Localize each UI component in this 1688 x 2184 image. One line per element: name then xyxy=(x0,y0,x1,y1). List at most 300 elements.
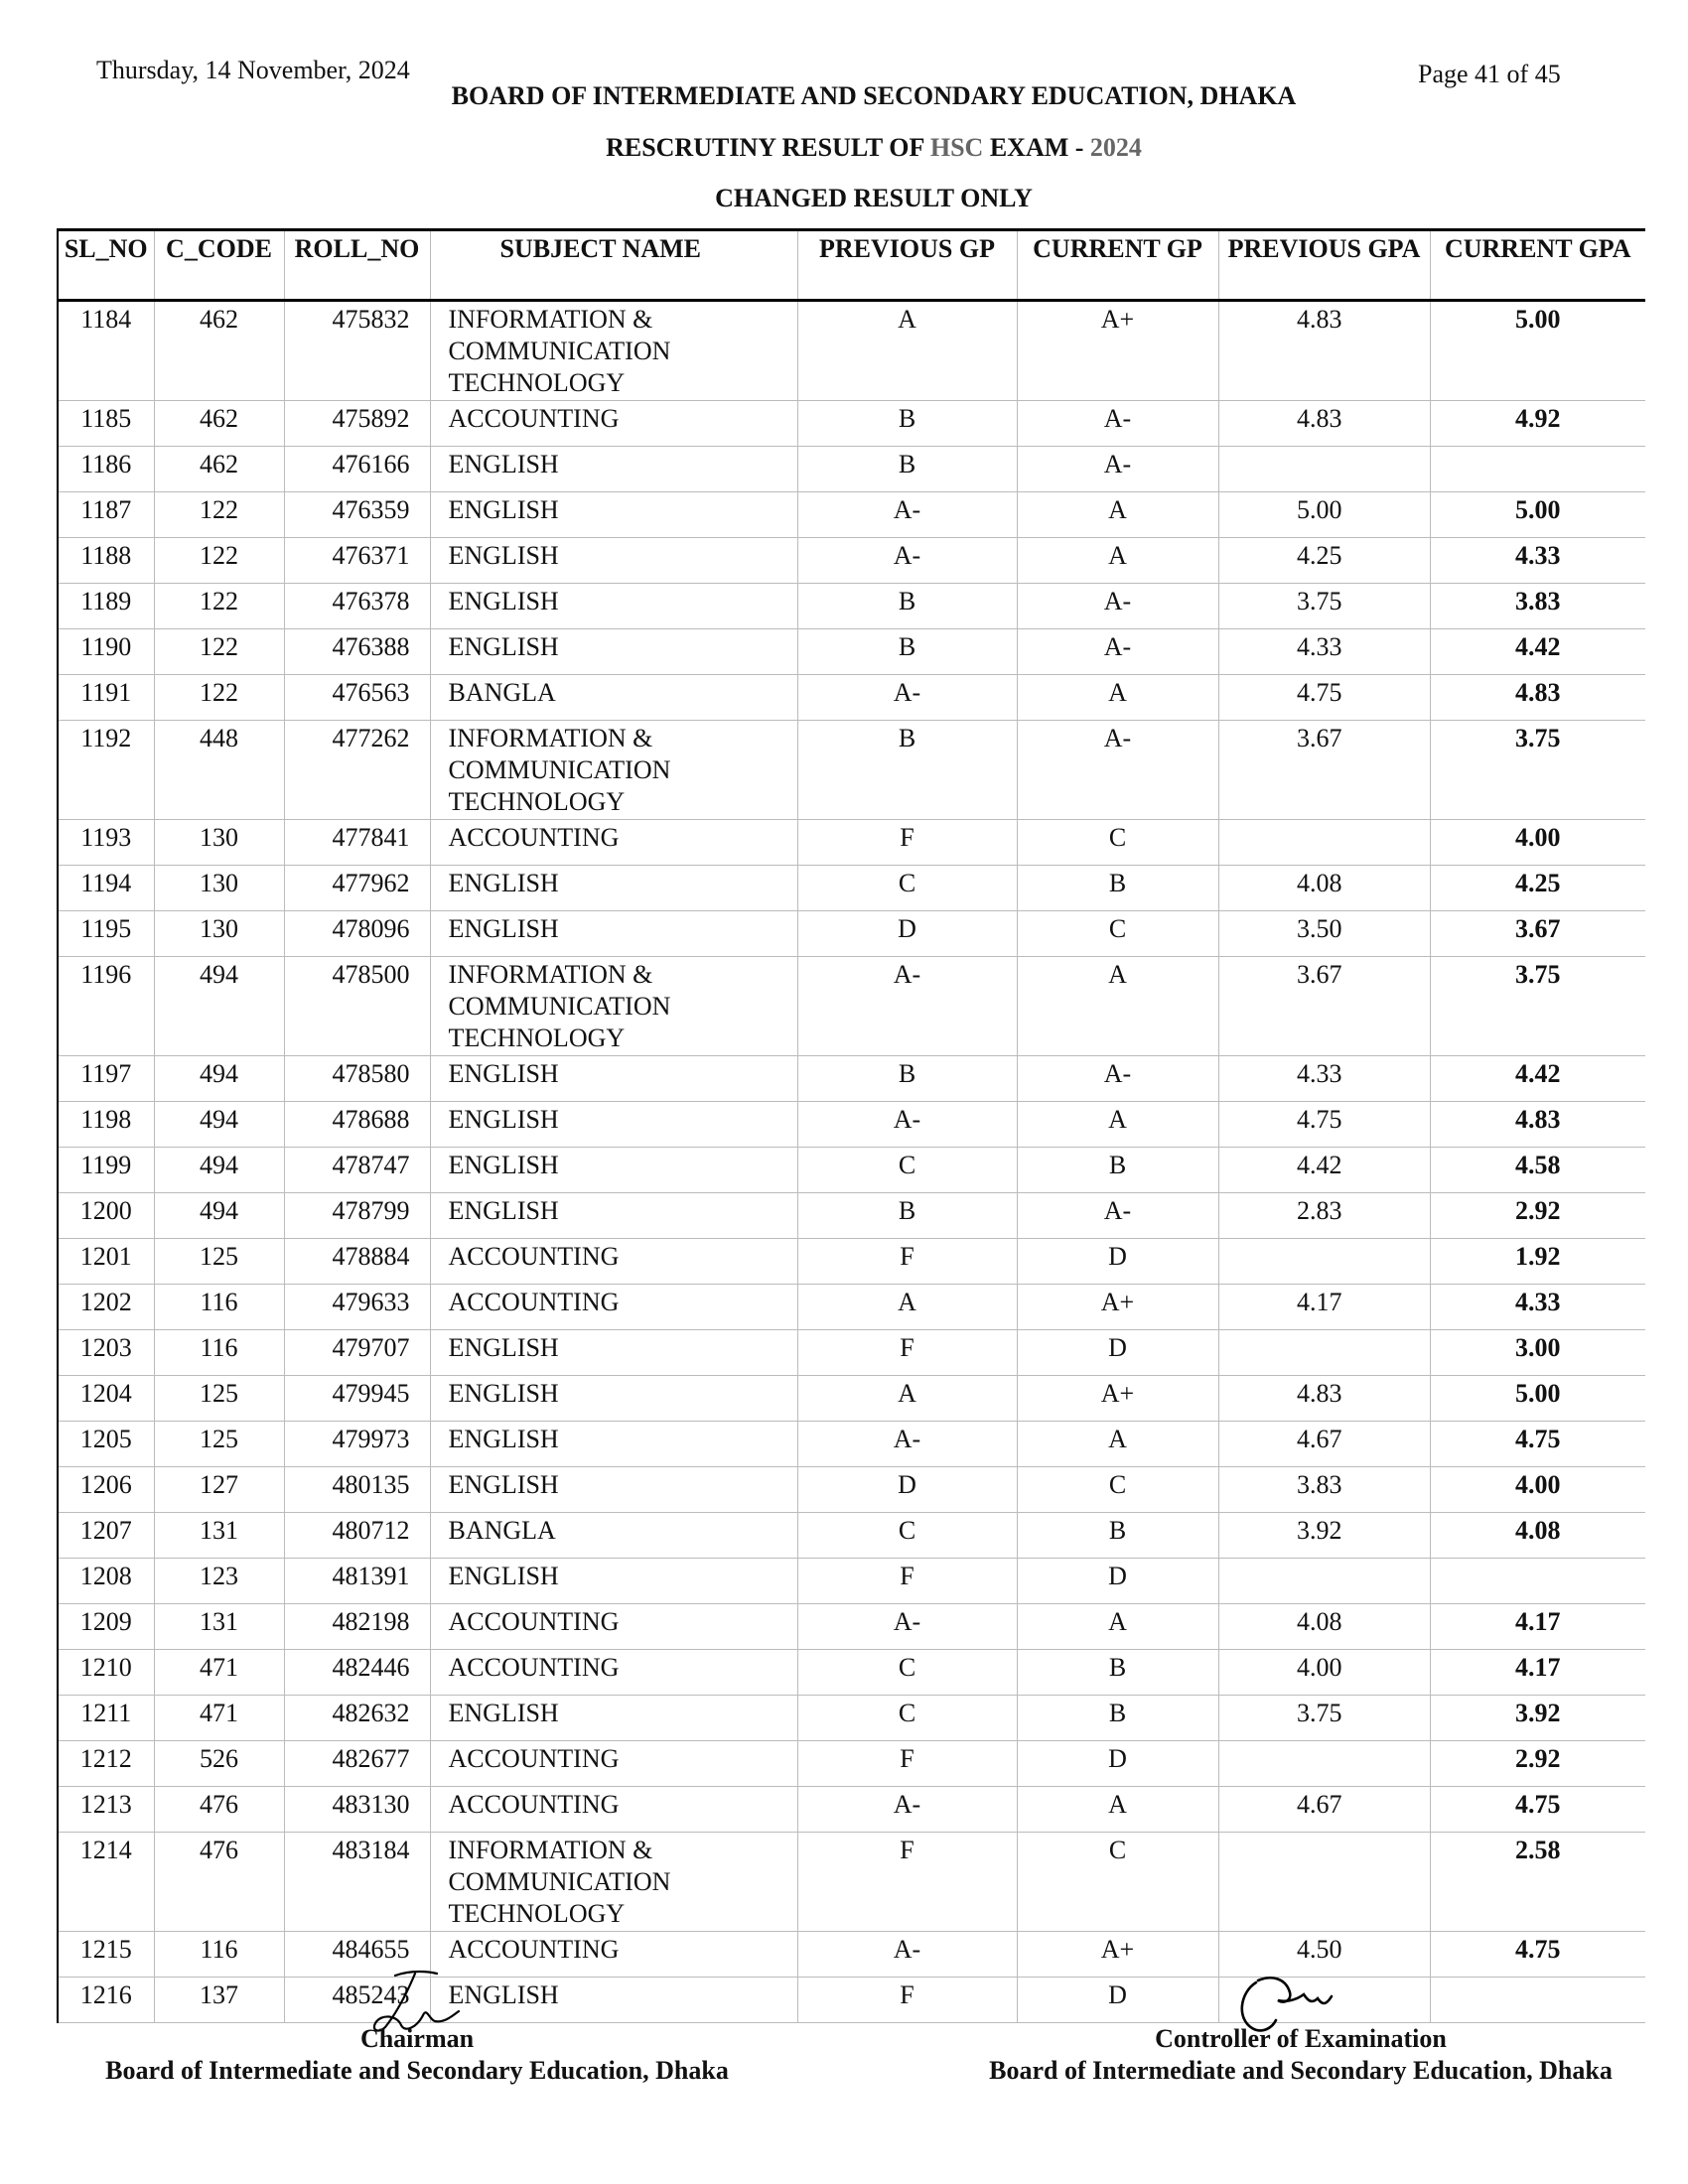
sl-no-cell: 1203 xyxy=(58,1330,154,1376)
subject-cell: INFORMATION & COMMUNICATION TECHNOLOGY xyxy=(430,301,797,401)
roll-no-cell: 478799 xyxy=(284,1193,430,1239)
previous-gp-cell: F xyxy=(797,1239,1017,1285)
subject-cell: ENGLISH xyxy=(430,1696,797,1741)
c-code-cell: 123 xyxy=(154,1559,284,1604)
current-gpa-cell xyxy=(1430,1559,1645,1604)
c-code-cell: 122 xyxy=(154,629,284,675)
roll-no-cell: 475892 xyxy=(284,401,430,447)
c-code-cell: 116 xyxy=(154,1330,284,1376)
subject-cell: ENGLISH xyxy=(430,492,797,538)
previous-gpa-cell: 4.33 xyxy=(1218,1056,1430,1102)
current-gp-cell: A xyxy=(1017,1604,1218,1650)
previous-gpa-cell: 3.92 xyxy=(1218,1513,1430,1559)
table-row xyxy=(58,1376,1645,1422)
roll-no-cell: 478884 xyxy=(284,1239,430,1285)
previous-gpa-cell: 3.75 xyxy=(1218,1696,1430,1741)
current-gp-cell: A xyxy=(1017,1422,1218,1467)
previous-gp-cell: A- xyxy=(797,1604,1017,1650)
page-number: Page 41 of 45 xyxy=(1418,60,1561,88)
sl-no-cell: 1192 xyxy=(58,721,154,820)
previous-gpa-cell xyxy=(1218,447,1430,492)
subject-cell: ENGLISH xyxy=(430,911,797,957)
roll-no-cell: 485243 xyxy=(284,1978,430,2023)
sl-no-cell: 1206 xyxy=(58,1467,154,1513)
roll-no-cell: 478747 xyxy=(284,1148,430,1193)
roll-no-cell: 480135 xyxy=(284,1467,430,1513)
table-row xyxy=(58,675,1645,721)
current-gpa-cell: 3.67 xyxy=(1430,911,1645,957)
table-row xyxy=(58,1193,1645,1239)
print-date: Thursday, 14 November, 2024 xyxy=(96,56,410,84)
previous-gp-cell: B xyxy=(797,447,1017,492)
previous-gpa-cell: 3.75 xyxy=(1218,584,1430,629)
current-gpa-cell: 1.92 xyxy=(1430,1239,1645,1285)
previous-gpa-cell: 4.83 xyxy=(1218,1376,1430,1422)
current-gpa-cell: 3.00 xyxy=(1430,1330,1645,1376)
table-row xyxy=(58,1513,1645,1559)
current-gp-cell: B xyxy=(1017,1148,1218,1193)
previous-gp-cell: A- xyxy=(797,538,1017,584)
previous-gpa-cell xyxy=(1218,1330,1430,1376)
current-gp-cell: A+ xyxy=(1017,1932,1218,1978)
sl-no-cell: 1185 xyxy=(58,401,154,447)
previous-gpa-cell xyxy=(1218,1239,1430,1285)
table-row xyxy=(58,1932,1645,1978)
current-gpa-cell: 4.75 xyxy=(1430,1787,1645,1833)
roll-no-cell: 476166 xyxy=(284,447,430,492)
current-gpa-cell: 3.75 xyxy=(1430,957,1645,1056)
previous-gpa-cell: 4.25 xyxy=(1218,538,1430,584)
previous-gp-cell: B xyxy=(797,584,1017,629)
roll-no-cell: 482198 xyxy=(284,1604,430,1650)
c-code-cell: 476 xyxy=(154,1833,284,1932)
table-row xyxy=(58,1102,1645,1148)
previous-gp-cell: B xyxy=(797,1056,1017,1102)
table-row xyxy=(58,1696,1645,1741)
col-header-current-gpa: CURRENT GPA xyxy=(1430,230,1645,301)
previous-gpa-cell: 4.17 xyxy=(1218,1285,1430,1330)
subject-cell: ENGLISH xyxy=(430,1559,797,1604)
sl-no-cell: 1189 xyxy=(58,584,154,629)
c-code-cell: 494 xyxy=(154,957,284,1056)
table-row xyxy=(58,1741,1645,1787)
current-gpa-cell: 4.00 xyxy=(1430,820,1645,866)
previous-gpa-cell: 3.83 xyxy=(1218,1467,1430,1513)
previous-gp-cell: A xyxy=(797,301,1017,401)
table-row xyxy=(58,447,1645,492)
controller-signature-block xyxy=(943,2023,1658,2087)
sl-no-cell: 1216 xyxy=(58,1978,154,2023)
table-row xyxy=(58,1239,1645,1285)
previous-gpa-cell: 3.50 xyxy=(1218,911,1430,957)
roll-no-cell: 479973 xyxy=(284,1422,430,1467)
subject-cell: INFORMATION & COMMUNICATION TECHNOLOGY xyxy=(430,1833,797,1932)
previous-gp-cell: A- xyxy=(797,957,1017,1056)
c-code-cell: 131 xyxy=(154,1513,284,1559)
table-row xyxy=(58,401,1645,447)
subject-cell: ACCOUNTING xyxy=(430,1787,797,1833)
previous-gp-cell: A- xyxy=(797,1932,1017,1978)
current-gp-cell: B xyxy=(1017,1696,1218,1741)
current-gpa-cell: 4.42 xyxy=(1430,629,1645,675)
current-gp-cell: A- xyxy=(1017,401,1218,447)
sl-no-cell: 1204 xyxy=(58,1376,154,1422)
roll-no-cell: 484655 xyxy=(284,1932,430,1978)
previous-gp-cell: B xyxy=(797,401,1017,447)
table-row xyxy=(58,301,1645,401)
previous-gp-cell: A- xyxy=(797,1422,1017,1467)
document-title xyxy=(0,133,1688,163)
controller-role: Controller of Examination xyxy=(1155,2024,1447,2053)
current-gp-cell: D xyxy=(1017,1330,1218,1376)
table-row xyxy=(58,584,1645,629)
c-code-cell: 462 xyxy=(154,401,284,447)
subject-cell: ENGLISH xyxy=(430,1330,797,1376)
current-gp-cell: C xyxy=(1017,1467,1218,1513)
current-gp-cell: A xyxy=(1017,492,1218,538)
c-code-cell: 137 xyxy=(154,1978,284,2023)
subject-cell: ENGLISH xyxy=(430,1193,797,1239)
current-gp-cell: A xyxy=(1017,538,1218,584)
previous-gpa-cell: 4.75 xyxy=(1218,675,1430,721)
table-row xyxy=(58,1604,1645,1650)
roll-no-cell: 479707 xyxy=(284,1330,430,1376)
subject-cell: ACCOUNTING xyxy=(430,1239,797,1285)
roll-no-cell: 476388 xyxy=(284,629,430,675)
previous-gpa-cell: 4.42 xyxy=(1218,1148,1430,1193)
sl-no-cell: 1200 xyxy=(58,1193,154,1239)
roll-no-cell: 479633 xyxy=(284,1285,430,1330)
previous-gp-cell: F xyxy=(797,1559,1017,1604)
c-code-cell: 116 xyxy=(154,1932,284,1978)
roll-no-cell: 478688 xyxy=(284,1102,430,1148)
current-gpa-cell: 4.58 xyxy=(1430,1148,1645,1193)
sl-no-cell: 1209 xyxy=(58,1604,154,1650)
c-code-cell: 471 xyxy=(154,1696,284,1741)
sl-no-cell: 1208 xyxy=(58,1559,154,1604)
table-row xyxy=(58,820,1645,866)
c-code-cell: 462 xyxy=(154,447,284,492)
current-gp-cell: A xyxy=(1017,1102,1218,1148)
roll-no-cell: 476359 xyxy=(284,492,430,538)
previous-gp-cell: A- xyxy=(797,492,1017,538)
subject-cell: ENGLISH xyxy=(430,1148,797,1193)
results-table xyxy=(57,228,1645,2023)
previous-gpa-cell: 4.33 xyxy=(1218,629,1430,675)
subject-cell: ENGLISH xyxy=(430,1102,797,1148)
current-gp-cell: A- xyxy=(1017,447,1218,492)
current-gpa-cell xyxy=(1430,447,1645,492)
previous-gp-cell: B xyxy=(797,721,1017,820)
sl-no-cell: 1186 xyxy=(58,447,154,492)
sl-no-cell: 1194 xyxy=(58,866,154,911)
current-gp-cell: C xyxy=(1017,911,1218,957)
current-gp-cell: D xyxy=(1017,1978,1218,2023)
roll-no-cell: 477262 xyxy=(284,721,430,820)
subject-cell: ENGLISH xyxy=(430,538,797,584)
title-year: 2024 xyxy=(1089,133,1142,162)
previous-gp-cell: C xyxy=(797,1696,1017,1741)
previous-gpa-cell: 5.00 xyxy=(1218,492,1430,538)
subject-cell: ACCOUNTING xyxy=(430,1932,797,1978)
current-gpa-cell: 4.42 xyxy=(1430,1056,1645,1102)
roll-no-cell: 477841 xyxy=(284,820,430,866)
previous-gp-cell: F xyxy=(797,1741,1017,1787)
previous-gp-cell: C xyxy=(797,1148,1017,1193)
table-row xyxy=(58,1559,1645,1604)
current-gpa-cell: 4.00 xyxy=(1430,1467,1645,1513)
roll-no-cell: 483130 xyxy=(284,1787,430,1833)
roll-no-cell: 481391 xyxy=(284,1559,430,1604)
table-row xyxy=(58,1978,1645,2023)
previous-gp-cell: B xyxy=(797,629,1017,675)
current-gpa-cell: 3.92 xyxy=(1430,1696,1645,1741)
current-gpa-cell: 3.83 xyxy=(1430,584,1645,629)
subject-cell: ACCOUNTING xyxy=(430,1285,797,1330)
current-gp-cell: A xyxy=(1017,1787,1218,1833)
current-gpa-cell: 4.75 xyxy=(1430,1932,1645,1978)
sl-no-cell: 1214 xyxy=(58,1833,154,1932)
col-header-roll-no: ROLL_NO xyxy=(284,230,430,301)
c-code-cell: 125 xyxy=(154,1376,284,1422)
table-row xyxy=(58,1650,1645,1696)
roll-no-cell: 475832 xyxy=(284,301,430,401)
previous-gpa-cell: 4.08 xyxy=(1218,866,1430,911)
current-gpa-cell: 2.92 xyxy=(1430,1741,1645,1787)
previous-gp-cell: D xyxy=(797,1467,1017,1513)
previous-gp-cell: C xyxy=(797,1513,1017,1559)
previous-gp-cell: B xyxy=(797,1193,1017,1239)
sl-no-cell: 1210 xyxy=(58,1650,154,1696)
chairman-org: Board of Intermediate and Secondary Education, Dhaka xyxy=(105,2056,729,2085)
previous-gpa-cell: 4.50 xyxy=(1218,1932,1430,1978)
c-code-cell: 448 xyxy=(154,721,284,820)
table-row xyxy=(58,721,1645,820)
previous-gpa-cell: 4.67 xyxy=(1218,1422,1430,1467)
subject-cell: ENGLISH xyxy=(430,1422,797,1467)
c-code-cell: 122 xyxy=(154,584,284,629)
sl-no-cell: 1193 xyxy=(58,820,154,866)
previous-gpa-cell xyxy=(1218,1741,1430,1787)
previous-gp-cell: A- xyxy=(797,1102,1017,1148)
current-gp-cell: A+ xyxy=(1017,301,1218,401)
c-code-cell: 122 xyxy=(154,675,284,721)
current-gpa-cell: 4.83 xyxy=(1430,675,1645,721)
current-gp-cell: B xyxy=(1017,1650,1218,1696)
sl-no-cell: 1199 xyxy=(58,1148,154,1193)
subject-cell: ENGLISH xyxy=(430,1376,797,1422)
chairman-role: Chairman xyxy=(359,2024,475,2053)
title-prefix: RESCRUTINY RESULT OF xyxy=(606,133,930,162)
current-gp-cell: A- xyxy=(1017,629,1218,675)
sl-no-cell: 1211 xyxy=(58,1696,154,1741)
current-gp-cell: A xyxy=(1017,957,1218,1056)
c-code-cell: 476 xyxy=(154,1787,284,1833)
previous-gp-cell: C xyxy=(797,866,1017,911)
previous-gp-cell: D xyxy=(797,911,1017,957)
c-code-cell: 494 xyxy=(154,1056,284,1102)
previous-gp-cell: F xyxy=(797,820,1017,866)
current-gp-cell: B xyxy=(1017,866,1218,911)
c-code-cell: 125 xyxy=(154,1422,284,1467)
sl-no-cell: 1196 xyxy=(58,957,154,1056)
current-gp-cell: D xyxy=(1017,1741,1218,1787)
roll-no-cell: 483184 xyxy=(284,1833,430,1932)
subject-cell: BANGLA xyxy=(430,675,797,721)
sl-no-cell: 1213 xyxy=(58,1787,154,1833)
previous-gpa-cell: 3.67 xyxy=(1218,721,1430,820)
previous-gp-cell: A- xyxy=(797,1787,1017,1833)
sl-no-cell: 1212 xyxy=(58,1741,154,1787)
document-subtitle: CHANGED RESULT ONLY xyxy=(715,184,1033,212)
current-gpa-cell: 5.00 xyxy=(1430,301,1645,401)
subject-cell: INFORMATION & COMMUNICATION TECHNOLOGY xyxy=(430,721,797,820)
current-gpa-cell: 5.00 xyxy=(1430,492,1645,538)
sl-no-cell: 1207 xyxy=(58,1513,154,1559)
current-gpa-cell: 5.00 xyxy=(1430,1376,1645,1422)
c-code-cell: 494 xyxy=(154,1193,284,1239)
c-code-cell: 127 xyxy=(154,1467,284,1513)
roll-no-cell: 482632 xyxy=(284,1696,430,1741)
table-row xyxy=(58,1467,1645,1513)
current-gpa-cell: 4.25 xyxy=(1430,866,1645,911)
sl-no-cell: 1202 xyxy=(58,1285,154,1330)
c-code-cell: 130 xyxy=(154,820,284,866)
previous-gpa-cell xyxy=(1218,1833,1430,1932)
roll-no-cell: 476371 xyxy=(284,538,430,584)
previous-gp-cell: F xyxy=(797,1978,1017,2023)
previous-gpa-cell xyxy=(1218,1559,1430,1604)
current-gp-cell: A- xyxy=(1017,721,1218,820)
current-gpa-cell: 2.92 xyxy=(1430,1193,1645,1239)
table-row xyxy=(58,1330,1645,1376)
chairman-signature-block xyxy=(60,2023,774,2087)
current-gp-cell: A+ xyxy=(1017,1285,1218,1330)
col-header-current-gp: CURRENT GP xyxy=(1017,230,1218,301)
current-gp-cell: A xyxy=(1017,675,1218,721)
sl-no-cell: 1184 xyxy=(58,301,154,401)
subject-cell: ENGLISH xyxy=(430,866,797,911)
previous-gp-cell: F xyxy=(797,1330,1017,1376)
table-row xyxy=(58,866,1645,911)
previous-gpa-cell: 4.75 xyxy=(1218,1102,1430,1148)
subject-cell: ACCOUNTING xyxy=(430,1650,797,1696)
current-gpa-cell: 4.75 xyxy=(1430,1422,1645,1467)
roll-no-cell: 476378 xyxy=(284,584,430,629)
c-code-cell: 130 xyxy=(154,911,284,957)
table-row xyxy=(58,1422,1645,1467)
subject-cell: ACCOUNTING xyxy=(430,1604,797,1650)
previous-gp-cell: A xyxy=(797,1285,1017,1330)
current-gp-cell: C xyxy=(1017,1833,1218,1932)
sl-no-cell: 1215 xyxy=(58,1932,154,1978)
col-header-previous-gp: PREVIOUS GP xyxy=(797,230,1017,301)
previous-gpa-cell xyxy=(1218,820,1430,866)
sl-no-cell: 1190 xyxy=(58,629,154,675)
col-header-c-code: C_CODE xyxy=(154,230,284,301)
table-row xyxy=(58,1285,1645,1330)
current-gpa-cell: 4.92 xyxy=(1430,401,1645,447)
roll-no-cell: 477962 xyxy=(284,866,430,911)
current-gpa-cell: 4.83 xyxy=(1430,1102,1645,1148)
controller-org: Board of Intermediate and Secondary Education, Dhaka xyxy=(989,2056,1613,2085)
previous-gp-cell: F xyxy=(797,1833,1017,1932)
c-code-cell: 130 xyxy=(154,866,284,911)
sl-no-cell: 1197 xyxy=(58,1056,154,1102)
roll-no-cell: 478500 xyxy=(284,957,430,1056)
previous-gpa-cell: 4.67 xyxy=(1218,1787,1430,1833)
c-code-cell: 116 xyxy=(154,1285,284,1330)
c-code-cell: 462 xyxy=(154,301,284,401)
table-row xyxy=(58,538,1645,584)
roll-no-cell: 478096 xyxy=(284,911,430,957)
current-gpa-cell: 4.17 xyxy=(1430,1650,1645,1696)
subject-cell: INFORMATION & COMMUNICATION TECHNOLOGY xyxy=(430,957,797,1056)
c-code-cell: 471 xyxy=(154,1650,284,1696)
previous-gp-cell: A- xyxy=(797,675,1017,721)
col-header-previous-gpa: PREVIOUS GPA xyxy=(1218,230,1430,301)
sl-no-cell: 1195 xyxy=(58,911,154,957)
title-mid: EXAM - xyxy=(983,133,1090,162)
roll-no-cell: 479945 xyxy=(284,1376,430,1422)
table-row xyxy=(58,957,1645,1056)
roll-no-cell: 480712 xyxy=(284,1513,430,1559)
sl-no-cell: 1187 xyxy=(58,492,154,538)
sl-no-cell: 1201 xyxy=(58,1239,154,1285)
c-code-cell: 125 xyxy=(154,1239,284,1285)
roll-no-cell: 482446 xyxy=(284,1650,430,1696)
previous-gpa-cell: 2.83 xyxy=(1218,1193,1430,1239)
previous-gpa-cell: 4.08 xyxy=(1218,1604,1430,1650)
col-header-subject-name: SUBJECT NAME xyxy=(430,230,797,301)
c-code-cell: 131 xyxy=(154,1604,284,1650)
current-gpa-cell: 4.17 xyxy=(1430,1604,1645,1650)
subject-cell: ACCOUNTING xyxy=(430,820,797,866)
c-code-cell: 494 xyxy=(154,1102,284,1148)
subject-cell: ENGLISH xyxy=(430,1056,797,1102)
subject-cell: ACCOUNTING xyxy=(430,401,797,447)
current-gpa-cell: 2.58 xyxy=(1430,1833,1645,1932)
previous-gpa-cell: 4.83 xyxy=(1218,301,1430,401)
sl-no-cell: 1205 xyxy=(58,1422,154,1467)
table-row xyxy=(58,911,1645,957)
table-row xyxy=(58,1787,1645,1833)
current-gp-cell: A+ xyxy=(1017,1376,1218,1422)
previous-gpa-cell: 3.67 xyxy=(1218,957,1430,1056)
current-gpa-cell: 3.75 xyxy=(1430,721,1645,820)
c-code-cell: 122 xyxy=(154,538,284,584)
table-header-row xyxy=(58,230,1645,301)
roll-no-cell: 482677 xyxy=(284,1741,430,1787)
subject-cell: ENGLISH xyxy=(430,584,797,629)
table-row xyxy=(58,1833,1645,1932)
subject-cell: ENGLISH xyxy=(430,1467,797,1513)
c-code-cell: 526 xyxy=(154,1741,284,1787)
previous-gp-cell: C xyxy=(797,1650,1017,1696)
subject-cell: ACCOUNTING xyxy=(430,1741,797,1787)
subject-cell: BANGLA xyxy=(430,1513,797,1559)
subject-cell: ENGLISH xyxy=(430,447,797,492)
sl-no-cell: 1188 xyxy=(58,538,154,584)
table-row xyxy=(58,1056,1645,1102)
roll-no-cell: 476563 xyxy=(284,675,430,721)
c-code-cell: 122 xyxy=(154,492,284,538)
table-body xyxy=(58,301,1645,2023)
current-gpa-cell xyxy=(1430,1978,1645,2023)
subject-cell: ENGLISH xyxy=(430,629,797,675)
previous-gpa-cell: 4.83 xyxy=(1218,401,1430,447)
board-title: BOARD OF INTERMEDIATE AND SECONDARY EDUCATION, DHAKA xyxy=(451,81,1297,110)
